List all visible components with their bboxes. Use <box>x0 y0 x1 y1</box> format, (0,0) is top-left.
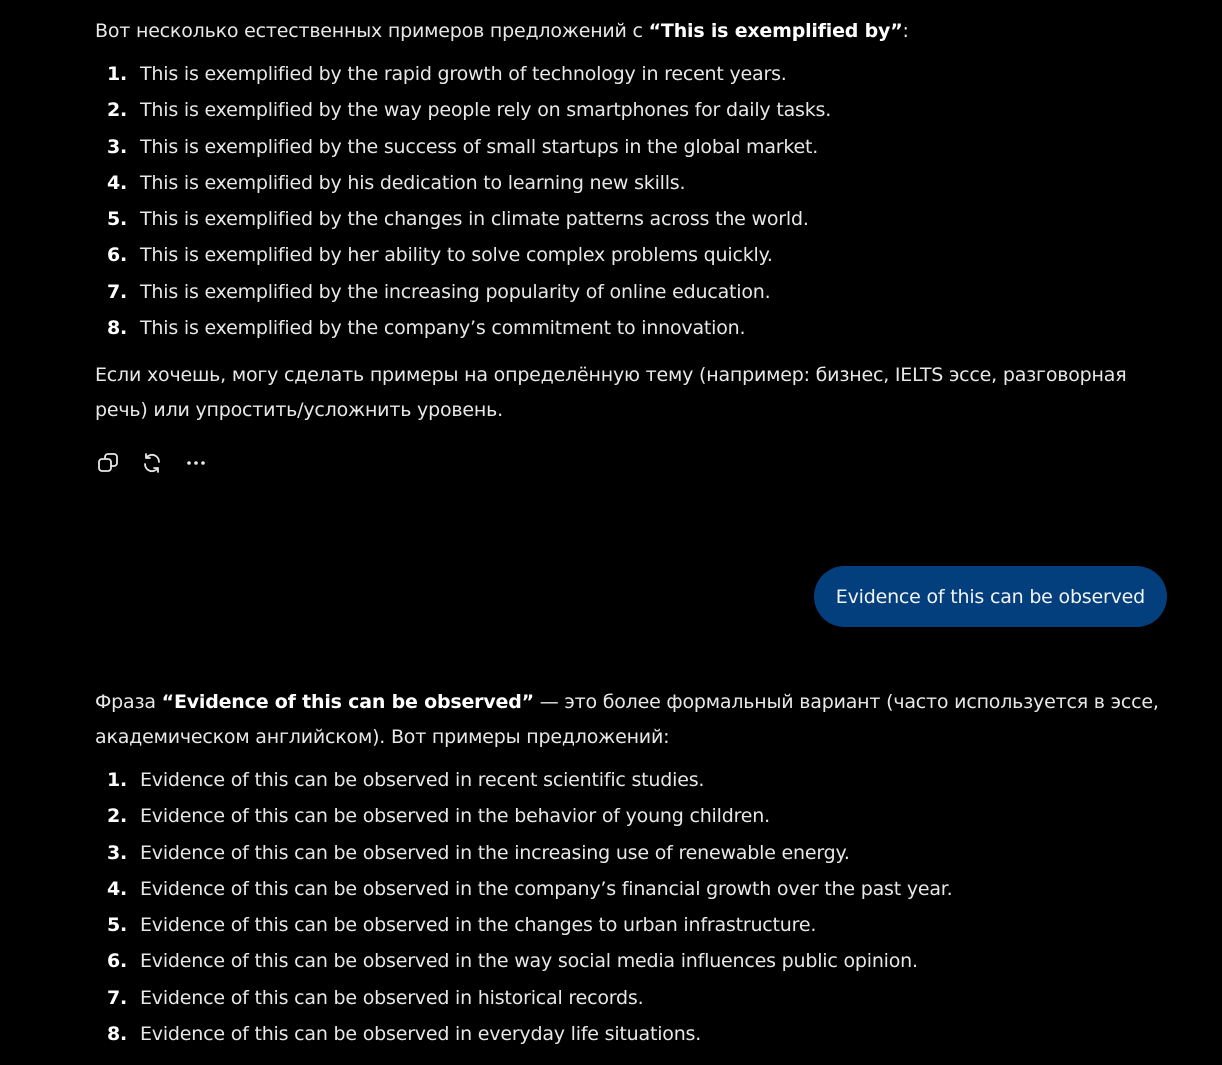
list-item-text: This is exemplified by his dedication to learning new skills. <box>140 171 686 194</box>
list-item-number: 2. <box>107 99 128 122</box>
list-item-number: 3. <box>107 135 128 158</box>
list-item-text: This is exemplified by her ability to solve complex problems quickly. <box>140 244 773 267</box>
regenerate-button[interactable] <box>139 448 165 478</box>
more-icon <box>184 451 208 475</box>
list-item <box>107 871 1167 907</box>
assistant-intro-1 <box>95 14 1167 49</box>
list-item-text: Evidence of this can be observed in the increasing use of renewable energy. <box>140 841 850 864</box>
user-message-bubble <box>814 566 1167 627</box>
intro-text: Фраза <box>95 691 162 713</box>
list-item-number: 5. <box>107 208 128 231</box>
list-item-number: 4. <box>107 877 128 900</box>
list-item <box>107 835 1167 871</box>
list-item-number: 1. <box>107 63 128 85</box>
list-item <box>107 762 1167 798</box>
list-item <box>107 129 1167 165</box>
list-item <box>107 56 1167 92</box>
intro-phrase: “This is exemplified by” <box>648 20 903 42</box>
list-item-text: Evidence of this can be observed in the way social media influences public opinion. <box>140 950 918 973</box>
list-item <box>107 907 1167 943</box>
assistant-outro-1: Если хочешь, могу сделать примеры на определённую тему (например: бизнес, IELTS эссе, разговорная речь) или упростить/усложнить уровень. <box>95 364 1127 421</box>
examples-list-2 <box>107 762 1167 1052</box>
list-item-text: This is exemplified by the company’s commitment to innovation. <box>140 317 746 340</box>
intro-phrase: “Evidence of this can be observed” <box>161 691 534 713</box>
message-actions <box>95 448 209 478</box>
list-item <box>107 201 1167 237</box>
user-message-text: Evidence of this can be observed <box>835 585 1145 608</box>
copy-icon <box>96 451 120 475</box>
intro-suffix: : <box>902 20 909 42</box>
list-item-text: This is exemplified by the success of small startups in the global market. <box>140 135 819 158</box>
assistant-intro-2 <box>95 685 1167 755</box>
list-item <box>107 274 1167 310</box>
list-item-number: 7. <box>107 280 128 303</box>
regenerate-icon <box>140 451 164 475</box>
copy-button[interactable] <box>95 448 121 478</box>
list-item-text: Evidence of this can be observed in historical records. <box>140 986 644 1009</box>
list-item <box>107 237 1167 273</box>
more-options-button[interactable] <box>183 448 209 478</box>
list-item-text: This is exemplified by the rapid growth of technology in recent years. <box>140 63 787 85</box>
list-item <box>107 980 1167 1016</box>
intro-suffix: — это более формальный вариант (часто используется в эссе, академическом английском). Вот примеры предложений: <box>95 691 1159 748</box>
list-item <box>107 165 1167 201</box>
list-item-text: Evidence of this can be observed in the company’s financial growth over the past year. <box>140 877 953 900</box>
list-item-text: Evidence of this can be observed in the changes to urban infrastructure. <box>140 914 817 937</box>
list-item-text: Evidence of this can be observed in the behavior of young children. <box>140 805 770 828</box>
list-item <box>107 798 1167 834</box>
list-item-number: 5. <box>107 914 128 937</box>
list-item-number: 8. <box>107 1023 128 1046</box>
list-item-text: Evidence of this can be observed in everyday life situations. <box>140 1023 702 1046</box>
list-item <box>107 943 1167 979</box>
list-item-number: 3. <box>107 841 128 864</box>
intro-text: Вот несколько естественных примеров предложений с <box>95 20 649 42</box>
list-item-number: 7. <box>107 986 128 1009</box>
list-item-number: 4. <box>107 171 128 194</box>
list-item <box>107 310 1167 346</box>
list-item-number: 6. <box>107 244 128 267</box>
list-item <box>107 1016 1167 1052</box>
list-item-text: This is exemplified by the increasing popularity of online education. <box>140 280 771 303</box>
list-item <box>107 92 1167 128</box>
list-item-text: This is exemplified by the changes in climate patterns across the world. <box>140 208 809 231</box>
list-item-number: 8. <box>107 317 128 340</box>
list-item-text: This is exemplified by the way people rely on smartphones for daily tasks. <box>140 99 832 122</box>
list-item-number: 2. <box>107 805 128 828</box>
examples-list-1 <box>107 56 1167 346</box>
list-item-text: Evidence of this can be observed in recent scientific studies. <box>140 769 705 791</box>
list-item-number: 1. <box>107 769 128 791</box>
list-item-number: 6. <box>107 950 128 973</box>
